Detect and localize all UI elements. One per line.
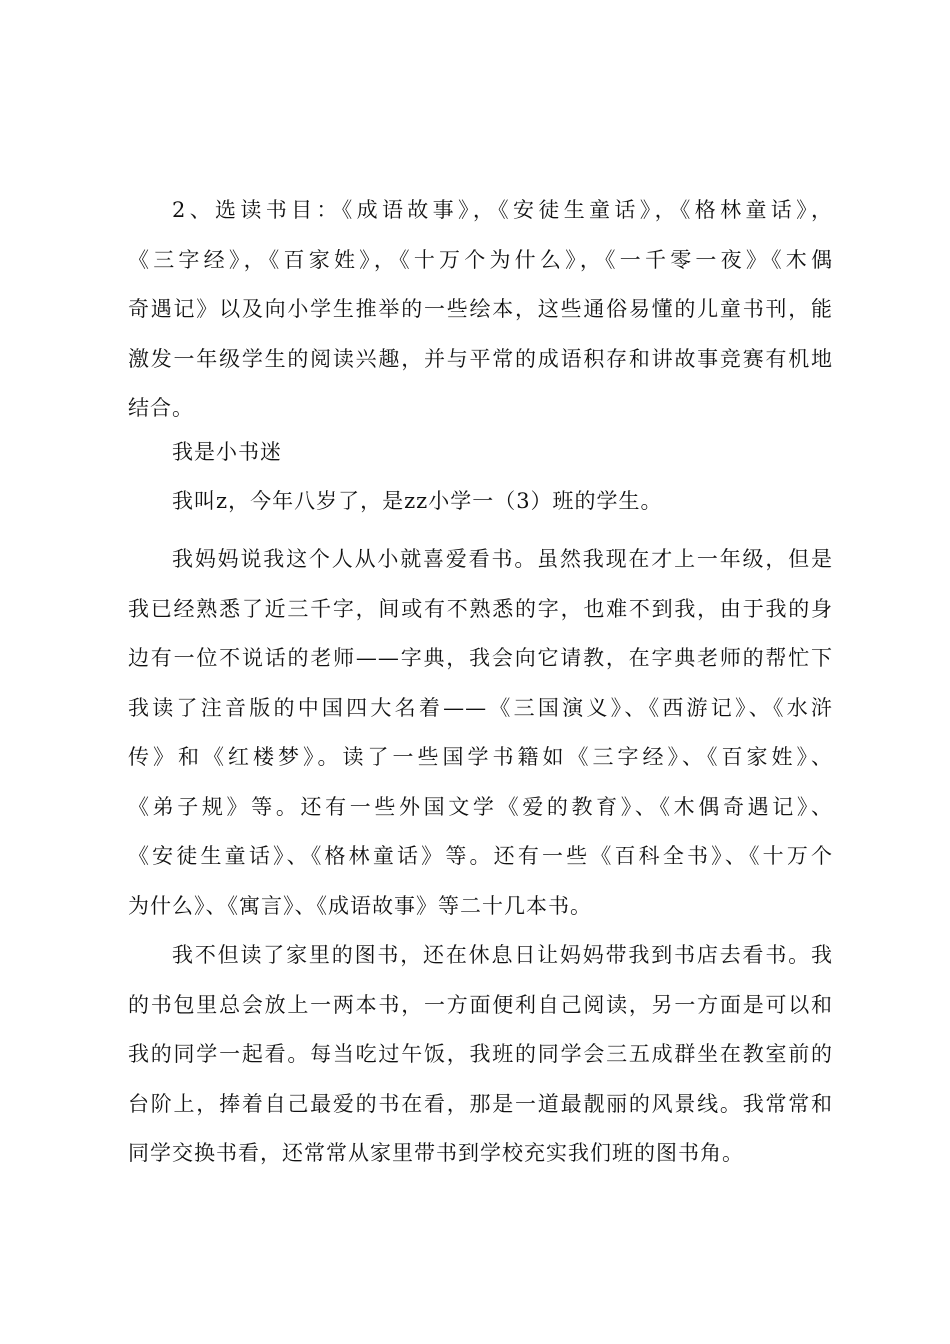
paragraph-line: 《弟子规》等。还有一些外国文学《爱的教育》、《木偶奇遇记》、 [128, 794, 833, 819]
paragraph-line: 我读了注音版的中国四大名着——《三国演义》、《西游记》、《水浒 [128, 695, 833, 720]
paragraph-line: 的书包里总会放上一两本书，一方面便利自己阅读，另一方面是可以和 [128, 992, 833, 1017]
paragraph-line: 我的同学一起看。每当吃过午饭，我班的同学会三五成群坐在教室前的 [128, 1042, 833, 1066]
paragraph-line: 我不但读了家里的图书，还在休息日让妈妈带我到书店去看书。我 [172, 943, 833, 967]
intro-paragraph: 我叫z，今年八岁了，是zz小学一（3）班的学生。 [172, 489, 663, 513]
paragraph-line: 《安徒生童话》、《格林童话》等。还有一些《百科全书》、《十万个 [128, 844, 833, 868]
reading-history-paragraph [128, 535, 833, 931]
paragraph-line: 为什么》、《寓言》、《成语故事》等二十几本书。 [128, 893, 592, 918]
paragraph-line: 台阶上，捧着自己最爱的书在看，那是一道最靓丽的风景线。我常常和 [128, 1091, 833, 1116]
essay-title: 我是小书迷 [172, 440, 282, 464]
paragraph-line: 边有一位不说话的老师——字典，我会向它请教，在字典老师的帮忙下 [128, 646, 833, 670]
paragraph-line: 奇遇记》以及向小学生推举的一些绘本，这些通俗易懂的儿童书刊，能 [128, 297, 833, 321]
paragraph-line: 《三字经》，《百家姓》，《十万个为什么》，《一千零一夜》《木偶 [128, 247, 833, 272]
paragraph-line: 我妈妈说我这个人从小就喜爱看书。虽然我现在才上一年级，但是 [172, 547, 833, 571]
reading-habits-paragraph [128, 931, 833, 1179]
paragraph-line: 同学交换书看，还常常从家里带书到学校充实我们班的图书角。 [128, 1141, 744, 1165]
paragraph-line: 传》和《红楼梦》。读了一些国学书籍如《三字经》、《百家姓》、 [128, 745, 833, 769]
paragraph-line: 我已经熟悉了近三千字，间或有不熟悉的字，也难不到我，由于我的身 [128, 596, 833, 621]
paragraph-line: 激发一年级学生的阅读兴趣，并与平常的成语积存和讲故事竞赛有机地 [128, 346, 833, 371]
paragraph-line: 2、选读书目：《成语故事》，《安徒生童话》，《格林童话》， [172, 198, 833, 222]
paragraph-line: 结合。 [128, 396, 194, 420]
reading-list-paragraph [128, 186, 833, 434]
